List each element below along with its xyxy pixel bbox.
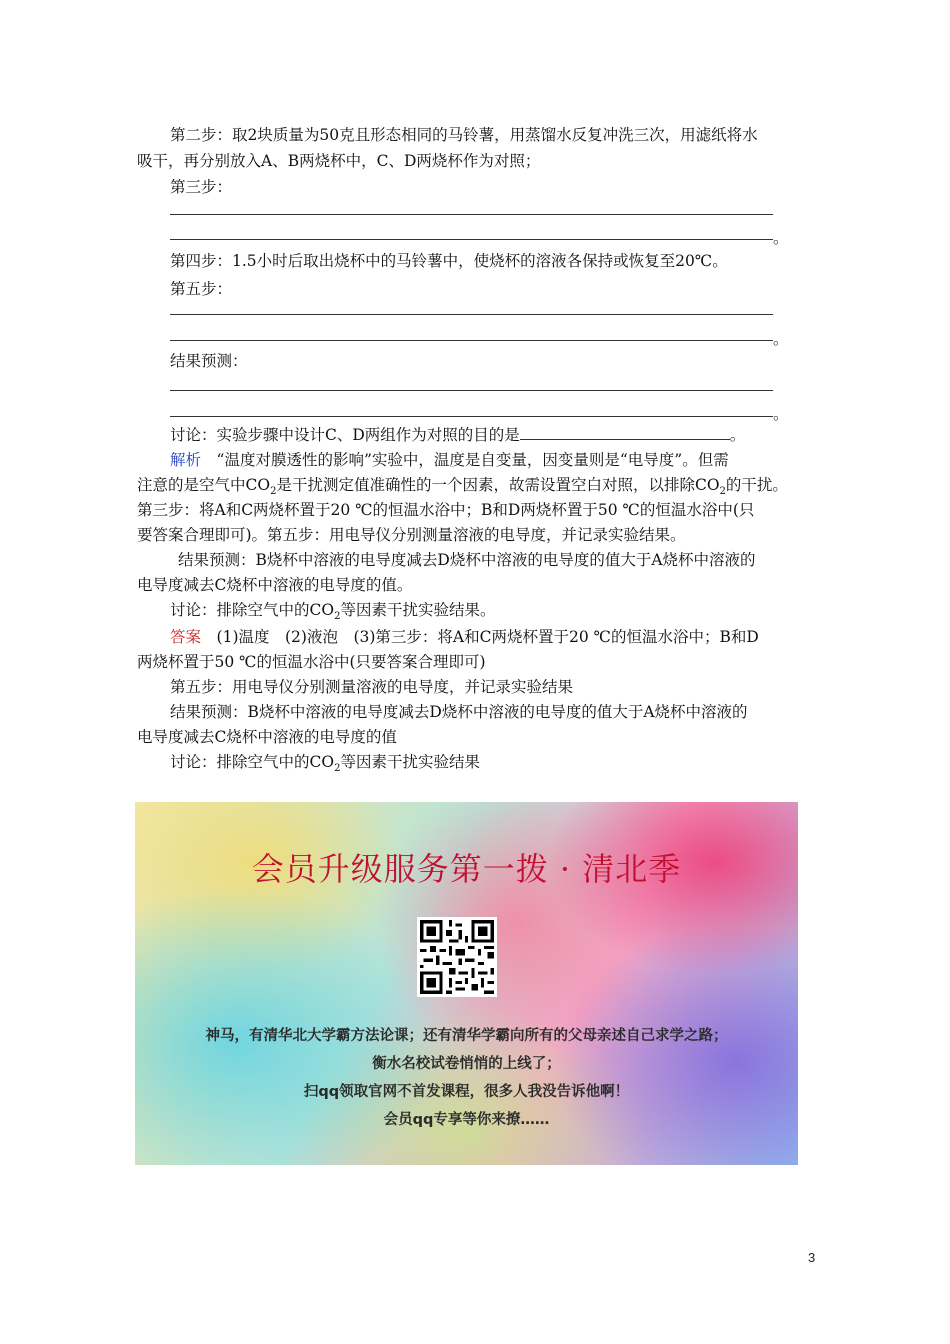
banner-line1: 神马，有清华北大学霸方法论课；还有清华学霸向所有的父母亲述自己求学之路； xyxy=(205,1028,728,1044)
answer-line2: 两烧杯置于50 ℃的恒温水浴中(只要答案合理即可) xyxy=(137,653,486,671)
answer-blank-line xyxy=(170,416,773,417)
answer-blank-line xyxy=(170,214,773,215)
result-label: 结果预测： xyxy=(170,352,248,370)
answer-blank-line xyxy=(170,314,773,315)
answer-blank-inline xyxy=(520,424,730,440)
banner-line4: 会员qq专享等你来撩…… xyxy=(383,1112,550,1128)
answer-blank-line xyxy=(170,390,773,391)
step2-line1: 第二步：取2块质量为50克且形态相同的马铃薯，用蒸馏水反复冲洗三次，用滤纸将水 xyxy=(170,126,758,144)
qr-code-icon[interactable] xyxy=(417,917,497,997)
banner-title: 会员升级服务第一拨 · 清北季 xyxy=(251,850,682,888)
analysis-text: 的干扰。 xyxy=(725,476,788,494)
subscript: 2 xyxy=(334,611,341,623)
analysis-text: “温度对膜透性的影响”实验中，温度是自变量，因变量则是“电导度”。但需 xyxy=(216,451,729,469)
banner-line2: 衡水名校试卷悄悄的上线了； xyxy=(372,1056,561,1072)
analysis-text: 注意的是空气中CO xyxy=(137,476,271,494)
answer-line6 xyxy=(170,751,850,773)
promo-banner xyxy=(135,802,798,1165)
analysis-tag: 解析 xyxy=(170,451,202,469)
page-number: 3 xyxy=(808,1250,816,1265)
analysis-text: 等因素干扰实验结果。 xyxy=(340,601,496,619)
answer-line4: 结果预测：B烧杯中溶液的电导度减去D烧杯中溶液的电导度的值大于A烧杯中溶液的 xyxy=(170,703,748,721)
discussion-question xyxy=(170,424,850,446)
analysis-text: 是干扰测定值准确性的一个因素，故需设置空白对照，以排除CO xyxy=(276,476,720,494)
answer-tag: 答案 xyxy=(170,628,202,646)
step4-text: 第四步：1.5小时后取出烧杯中的马铃薯中，使烧杯的溶液各保持或恢复至20℃。 xyxy=(170,252,728,270)
answer-text: (1)温度 (2)液泡 (3)第三步：将A和C两烧杯置于20 ℃的恒温水浴中；B和D xyxy=(216,628,759,646)
period-mark: 。 xyxy=(773,405,789,423)
step3-label: 第三步： xyxy=(170,178,233,196)
analysis-line7 xyxy=(170,599,850,621)
period-mark: 。 xyxy=(729,426,746,444)
answer-blank-line xyxy=(170,340,773,341)
analysis-line6: 电导度减去C烧杯中溶液的电导度的值。 xyxy=(137,576,413,594)
analysis-line4: 要答案合理即可)。第五步：用电导仪分别测量溶液的电导度，并记录实验结果。 xyxy=(137,526,686,544)
discussion-text: 讨论：实验步骤中设计C、D两组作为对照的目的是 xyxy=(170,426,520,444)
answer-text: 讨论：排除空气中的CO xyxy=(170,753,335,771)
subscript: 2 xyxy=(334,763,341,775)
answer-blank-line xyxy=(170,239,773,240)
answer-line1 xyxy=(170,626,850,648)
analysis-line3: 第三步：将A和C两烧杯置于20 ℃的恒温水浴中；B和D两烧杯置于50 ℃的恒温水浴中(只 xyxy=(137,501,755,519)
step5-label: 第五步： xyxy=(170,280,233,298)
banner-line3: 扫qq领取官网不首发课程，很多人我没告诉他啊！ xyxy=(303,1084,630,1100)
answer-line5: 电导度减去C烧杯中溶液的电导度的值 xyxy=(137,728,397,746)
answer-line3: 第五步：用电导仪分别测量溶液的电导度，并记录实验结果 xyxy=(170,678,574,696)
step2-line2: 吸干，再分别放入A、B两烧杯中，C、D两烧杯作为对照； xyxy=(137,152,541,170)
analysis-line2 xyxy=(137,474,817,496)
analysis-text: 讨论：排除空气中的CO xyxy=(170,601,335,619)
analysis-line1 xyxy=(170,449,850,471)
analysis-line5: 结果预测：B烧杯中溶液的电导度减去D烧杯中溶液的电导度的值大于A烧杯中溶液的 xyxy=(178,551,756,569)
period-mark: 。 xyxy=(773,330,789,348)
answer-text: 等因素干扰实验结果 xyxy=(340,753,480,771)
period-mark: 。 xyxy=(773,229,789,247)
subscript: 2 xyxy=(719,486,726,498)
subscript: 2 xyxy=(270,486,277,498)
